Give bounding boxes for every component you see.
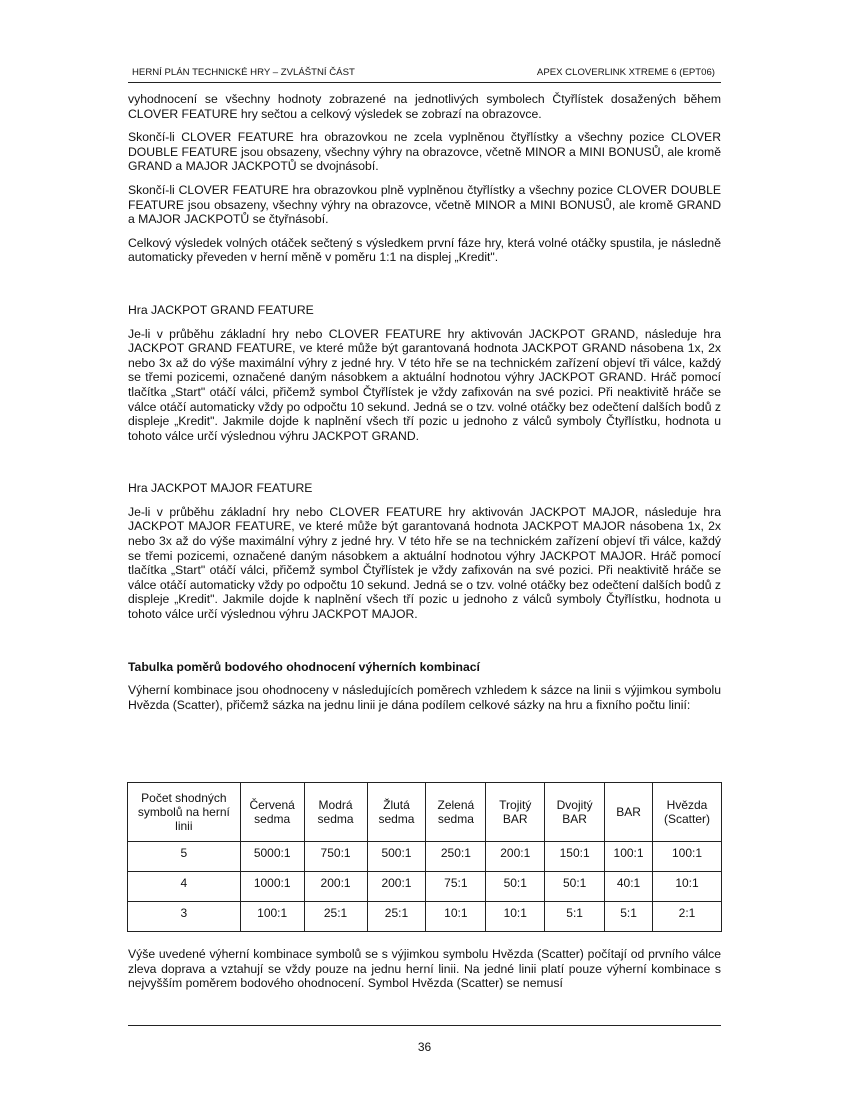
header-product-title: APEX CLOVERLINK XTREME 6 (EPT06) (536, 66, 715, 78)
page-number: 36 (417, 1040, 432, 1054)
table-cell: 25:1 (367, 902, 426, 932)
section-heading-payout-table: Tabulka poměrů bodového ohodnocení výherních kombinací (128, 659, 480, 674)
table-cell: 3 (128, 902, 241, 932)
table-cell: 1000:1 (240, 872, 304, 902)
table-cell: 10:1 (486, 902, 545, 932)
table-row (128, 872, 722, 902)
table-cell: 5000:1 (240, 842, 304, 872)
section-heading-grand: Hra JACKPOT GRAND FEATURE (128, 302, 314, 317)
column-header: Dvojitý BAR (545, 783, 605, 842)
table-cell: 750:1 (304, 842, 367, 872)
table-row (128, 842, 722, 872)
column-header: Trojitý BAR (486, 783, 545, 842)
footer-divider (128, 1025, 721, 1026)
column-header: Žlutá sedma (367, 783, 426, 842)
table-cell: 2:1 (653, 902, 722, 932)
table-cell: 100:1 (605, 842, 653, 872)
table-cell: 50:1 (545, 872, 605, 902)
header-section-title: HERNÍ PLÁN TECHNICKÉ HRY – ZVLÁŠTNÍ ČÁST (132, 66, 355, 78)
page-header (128, 62, 721, 82)
section-heading-major: Hra JACKPOT MAJOR FEATURE (128, 481, 313, 496)
table-cell: 75:1 (426, 872, 486, 902)
table-cell: 5:1 (605, 902, 653, 932)
paragraph-grand-feature: Je-li v průběhu základní hry nebo CLOVER FEATURE hry aktivován JACKPOT GRAND, následuje hra JACKPOT GRAND FEATURE, ve které může být garantovaná hodnota JACKPOT GRAND násobena 1x, 2x nebo 3x až do výše maximální výhry z jedné hry. V této hře se na technickém zařízení objeví tři válce, každý se třemi pozicemi, označené daným násobkem a aktuální hodnotou výhry JACKPOT GRAND. Hráč pomocí tlačítka „Start" otáčí válci, přičemž symbol Čtyřlístek je vždy zafixován na své pozici. Při neaktivitě hráče se válce otáčí automaticky vždy po odpočtu 10 sekund. Jedná se o tzv. volné otáčky bez odečtení dalších bodů z displeje „Kredit". Jakmile dojde k naplnění všech tří pozic u jednoho z válců symboly Čtyřlístku, hodnota u tohoto válce určí výslednou výhru JACKPOT GRAND. (128, 326, 721, 443)
table-cell: 100:1 (653, 842, 722, 872)
table-cell: 5:1 (545, 902, 605, 932)
page-body (128, 92, 721, 712)
table-cell: 50:1 (486, 872, 545, 902)
table-cell: 200:1 (304, 872, 367, 902)
table-cell: 10:1 (426, 902, 486, 932)
header-divider (128, 82, 721, 83)
column-header: Hvězda (Scatter) (653, 783, 722, 842)
table-cell: 200:1 (486, 842, 545, 872)
table-cell: 250:1 (426, 842, 486, 872)
paragraph-table-intro: Výherní kombinace jsou ohodnoceny v následujících poměrech vzhledem k sázce na linii s výjimkou symbolu Hvězda (Scatter), přičemž sázka na jednu linii je dána podílem celkové sázky na hru a fixního počtu linií: (128, 683, 721, 712)
column-header: BAR (605, 783, 653, 842)
payout-ratio-table (127, 782, 722, 932)
column-header: Modrá sedma (304, 783, 367, 842)
paragraph-major-feature: Je-li v průběhu základní hry nebo CLOVER FEATURE hry aktivován JACKPOT MAJOR, následuje hra JACKPOT MAJOR FEATURE, ve které může být garantovaná hodnota JACKPOT MAJOR násobena 1x, 2x nebo 3x až do výše maximální výhry z jedné hry. V této hře se na technickém zařízení objeví tři válce, každý se třemi pozicemi, označené daným násobkem a aktuální hodnotou výhry JACKPOT MAJOR. Hráč pomocí tlačítka „Start" otáčí válci, přičemž symbol Čtyřlístek je vždy zafixován na své pozici. Při neaktivitě hráče se válce otáčí automaticky vždy po odpočtu 10 sekund. Jedná se o tzv. volné otáčky bez odečtení dalších bodů z displeje „Kredit". Jakmile dojde k naplnění všech tří pozic u jednoho z válců symboly Čtyřlístku, hodnota u tohoto válce určí výslednou výhru JACKPOT MAJOR. (128, 504, 721, 622)
table-cell: 4 (128, 872, 241, 902)
paragraph-quadruple-feature: Skončí-li CLOVER FEATURE hra obrazovkou plně vyplněnou čtyřlístky a všechny pozice CLOVER DOUBLE FEATURE jsou obsazeny, všechny výhry na obrazovce, včetně MINOR a MINI BONUSŮ, ale kromě GRAND a MAJOR JACKPOTŮ se čtyřnásobí. (128, 182, 721, 227)
table-row (128, 902, 722, 932)
page-body-after-table (128, 947, 721, 991)
column-header: Počet shodných symbolů na herní linii (128, 783, 241, 842)
table-cell: 40:1 (605, 872, 653, 902)
paragraph-combination-rules: Výše uvedené výherní kombinace symbolů se s výjimkou symbolu Hvězda (Scatter) počítají od prvního válce zleva doprava a vztahují se vždy pouze na jednu herní linii. Na jedné linii platí pouze výherní kombinace s nejvyšším poměrem bodového ohodnocení. Symbol Hvězda (Scatter) se nemusí (128, 947, 721, 991)
table-cell: 100:1 (240, 902, 304, 932)
paragraph-total-result: Celkový výsledek volných otáček sečtený s výsledkem první fáze hry, která volné otáčky spustila, je následně automaticky převeden v herní měně v poměru 1:1 na displej „Kredit". (128, 235, 721, 265)
table-cell: 25:1 (304, 902, 367, 932)
table-cell: 10:1 (653, 872, 722, 902)
table-cell: 150:1 (545, 842, 605, 872)
paragraph-double-feature: Skončí-li CLOVER FEATURE hra obrazovkou ne zcela vyplněnou čtyřlístky a všechny pozice CLOVER DOUBLE FEATURE jsou obsazeny, všechny výhry na obrazovce, včetně MINOR a MINI BONUSŮ, ale kromě GRAND a MAJOR JACKPOTŮ se dvojnásobí. (128, 130, 721, 174)
paragraph-continuation: vyhodnocení se všechny hodnoty zobrazené na jednotlivých symbolech Čtyřlístek dosažených během CLOVER FEATURE hry sečtou a celkový výsledek se zobrazí na obrazovce. (128, 92, 721, 121)
table-cell: 5 (128, 842, 241, 872)
column-header: Zelená sedma (426, 783, 486, 842)
column-header: Červená sedma (240, 783, 304, 842)
table-header-row (128, 783, 722, 842)
table-cell: 500:1 (367, 842, 426, 872)
table-cell: 200:1 (367, 872, 426, 902)
